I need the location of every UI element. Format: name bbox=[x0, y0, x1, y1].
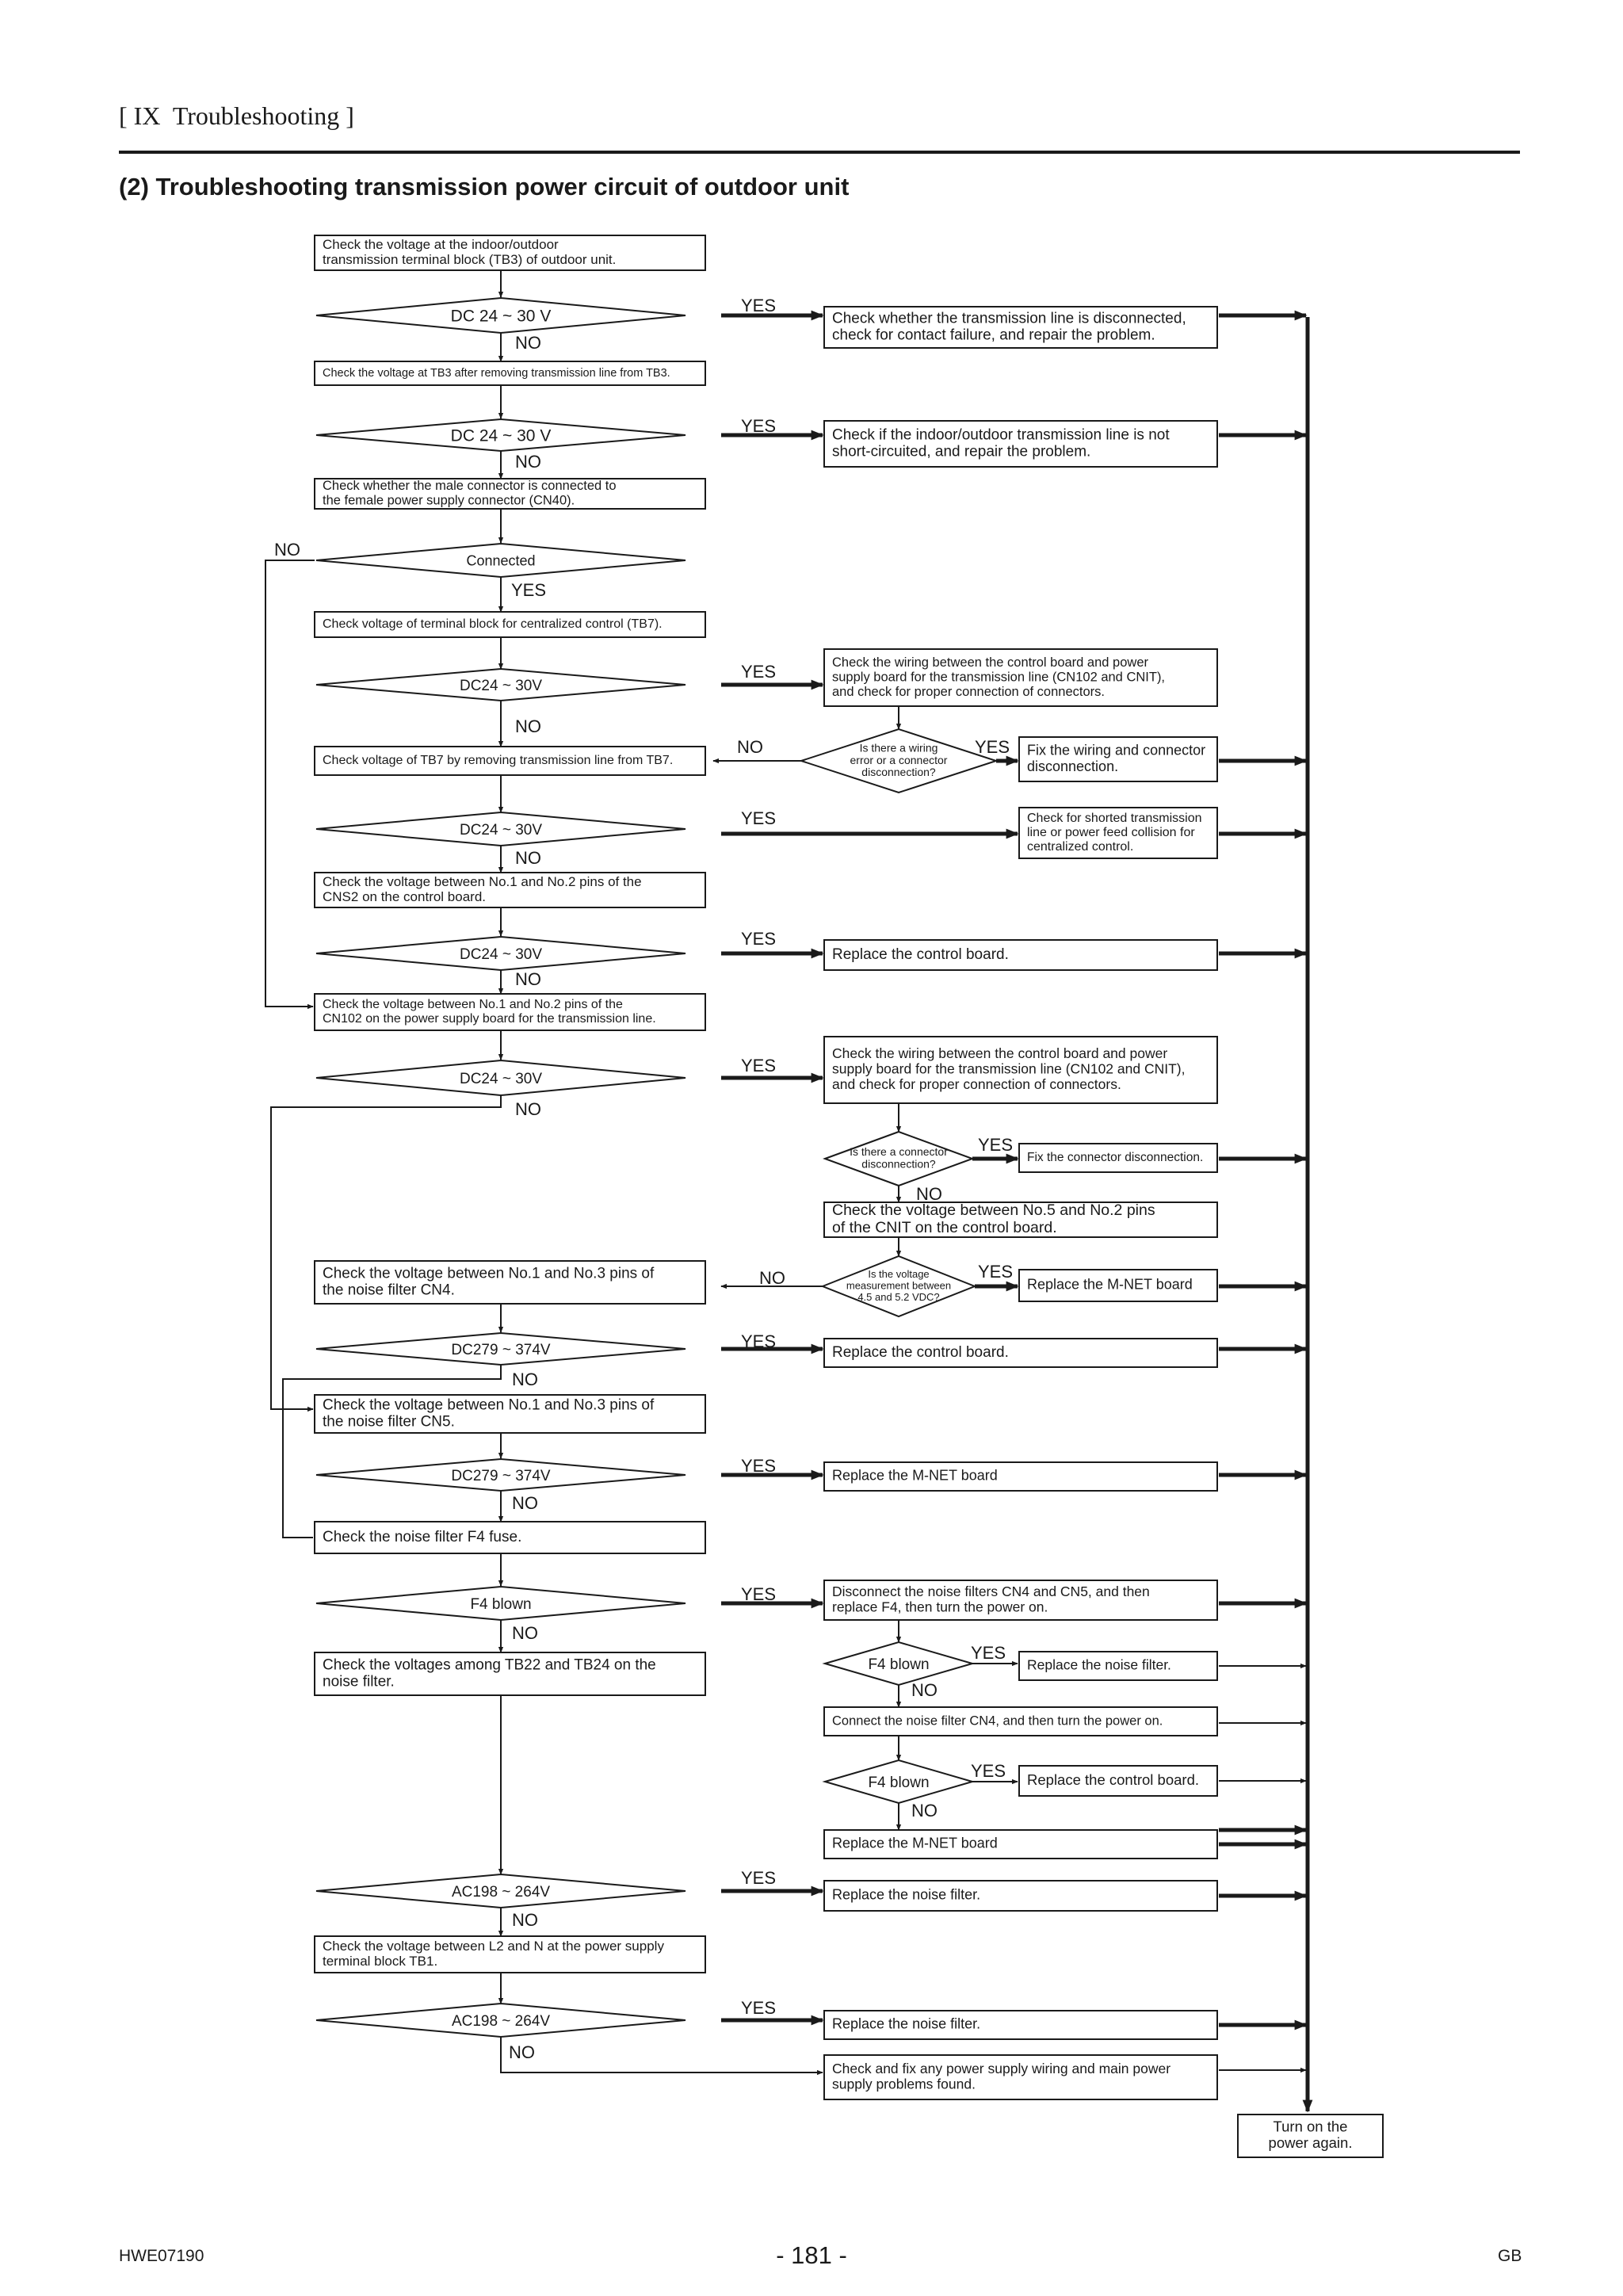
decision-text: DC24 ~ 30V bbox=[459, 677, 543, 694]
box-text: line or power feed collision for bbox=[1027, 826, 1195, 840]
decision-text: DC24 ~ 30V bbox=[459, 946, 543, 963]
decision-text: Is the voltage bbox=[868, 1268, 930, 1281]
doc-code: HWE07190 bbox=[119, 2247, 204, 2265]
section-title: Troubleshooting bbox=[172, 101, 340, 130]
box-text: noise filter. bbox=[323, 1673, 395, 1690]
yes-label: YES bbox=[741, 1998, 777, 2018]
flow-connector bbox=[501, 2037, 823, 2073]
decision-text: AC198 ~ 264V bbox=[451, 1883, 551, 1901]
yes-label: YES bbox=[741, 1456, 777, 1476]
box-text: Replace the noise filter. bbox=[832, 2015, 981, 2032]
box-text: Replace the control board. bbox=[832, 946, 1009, 963]
no-label: NO bbox=[515, 969, 541, 989]
no-label: NO bbox=[512, 1370, 538, 1389]
decision-text: disconnection? bbox=[861, 766, 936, 779]
decision-text: 4.5 and 5.2 VDC? bbox=[857, 1290, 940, 1303]
yes-label: YES bbox=[741, 808, 777, 828]
decision-text: DC279 ~ 374V bbox=[451, 1341, 551, 1358]
decision-text: Is there a connector bbox=[850, 1145, 948, 1159]
decision-text: DC 24 ~ 30 V bbox=[450, 307, 552, 326]
box-text: Check the noise filter F4 fuse. bbox=[323, 1528, 522, 1545]
box-text: Check voltage of terminal block for centralized control (TB7). bbox=[323, 617, 663, 632]
box-text: Check the wiring between the control board and power bbox=[832, 655, 1148, 670]
no-label: NO bbox=[515, 716, 541, 736]
box-text: Replace the M-NET board bbox=[832, 1467, 998, 1484]
box-text: Check the voltage between No.1 and No.2 pins of the bbox=[323, 873, 642, 889]
box-text: Disconnect the noise filters CN4 and CN5, and then bbox=[832, 1583, 1150, 1599]
box-text: supply problems found. bbox=[832, 2076, 976, 2092]
box-text: Replace the M-NET board bbox=[1027, 1276, 1193, 1293]
decision-text: DC24 ~ 30V bbox=[459, 821, 543, 839]
decision-text: measurement between bbox=[846, 1279, 952, 1292]
yes-label: YES bbox=[741, 1584, 777, 1604]
no-label: NO bbox=[515, 333, 541, 353]
yes-label: YES bbox=[741, 929, 777, 949]
box-text: Check if the indoor/outdoor transmission line is not bbox=[832, 426, 1170, 444]
yes-label: YES bbox=[978, 1135, 1014, 1155]
box-text: Check and fix any power supply wiring and main power bbox=[832, 2060, 1171, 2076]
box-text: Check the voltage between No.1 and No.3 pins of bbox=[323, 1396, 655, 1414]
decision-text: F4 blown bbox=[470, 1595, 532, 1613]
box-text: Replace the noise filter. bbox=[832, 1886, 981, 1903]
box-text: the noise filter CN4. bbox=[323, 1282, 455, 1299]
no-label: NO bbox=[515, 848, 541, 868]
box-text: disconnection. bbox=[1027, 758, 1119, 774]
box-text: supply board for the transmission line (CN102 and CNIT), bbox=[832, 670, 1166, 685]
box-text: centralized control. bbox=[1027, 840, 1134, 854]
box-text: transmission terminal block (TB3) of outdoor unit. bbox=[323, 251, 617, 267]
yes-label: YES bbox=[511, 580, 547, 600]
yes-label: YES bbox=[741, 296, 777, 315]
section-roman: IX bbox=[133, 101, 161, 130]
decision-text: DC279 ~ 374V bbox=[451, 1467, 551, 1484]
box-text: Check the voltage at the indoor/outdoor bbox=[323, 236, 559, 252]
box-text: Check whether the transmission line is disconnected, bbox=[832, 310, 1186, 327]
decision-text: AC198 ~ 264V bbox=[451, 2012, 551, 2030]
page-title: (2) Troubleshooting transmission power circuit of outdoor unit bbox=[119, 173, 850, 201]
box-text: Check the voltages among TB22 and TB24 on the bbox=[323, 1656, 656, 1674]
decision-text: error or a connector bbox=[850, 753, 948, 766]
box-text: CNS2 on the control board. bbox=[323, 888, 487, 904]
box-text: of the CNIT on the control board. bbox=[832, 1218, 1057, 1236]
no-label: NO bbox=[515, 1099, 541, 1119]
box-text: Fix the connector disconnection. bbox=[1027, 1151, 1204, 1165]
yes-label: YES bbox=[741, 1056, 777, 1075]
decision-text: Connected bbox=[466, 552, 536, 569]
decision-text: disconnection? bbox=[861, 1157, 936, 1171]
decision-text: DC 24 ~ 30 V bbox=[450, 426, 552, 445]
box-text: CN102 on the power supply board for the transmission line. bbox=[323, 1012, 656, 1026]
region-code: GB bbox=[1498, 2247, 1522, 2265]
box-text: supply board for the transmission line (CN102 and CNIT), bbox=[832, 1060, 1186, 1077]
yes-label: YES bbox=[741, 416, 777, 436]
box-text: Check the voltage between No.5 and No.2 pins bbox=[832, 1201, 1155, 1220]
box-text: Fix the wiring and connector bbox=[1027, 742, 1206, 758]
section-header: [ IX Troubleshooting ] bbox=[119, 101, 354, 130]
box-text: Check the voltage between L2 and N at the power supply bbox=[323, 1938, 664, 1954]
yes-label: YES bbox=[975, 737, 1010, 757]
yes-label: YES bbox=[741, 662, 777, 682]
box-text: Connect the noise filter CN4, and then turn the power on. bbox=[832, 1713, 1163, 1729]
no-label: NO bbox=[759, 1268, 785, 1288]
box-text: Check the voltage between No.1 and No.2 pins of the bbox=[323, 998, 623, 1012]
yes-label: YES bbox=[978, 1262, 1014, 1282]
box-text: Check for shorted transmission bbox=[1027, 812, 1202, 826]
box-text: Check the wiring between the control board and power bbox=[832, 1045, 1168, 1061]
decision-text: F4 blown bbox=[868, 1774, 930, 1791]
box-text: the female power supply connector (CN40). bbox=[323, 493, 575, 508]
no-label: NO bbox=[737, 737, 763, 757]
no-label: NO bbox=[274, 540, 300, 560]
yes-label: YES bbox=[971, 1643, 1006, 1663]
yes-label: YES bbox=[741, 1868, 777, 1888]
flow-connector bbox=[283, 1365, 501, 1538]
box-text: and check for proper connection of connectors. bbox=[832, 1076, 1121, 1093]
box-text: terminal block TB1. bbox=[323, 1953, 438, 1969]
no-label: NO bbox=[911, 1801, 938, 1820]
box-text: Replace the noise filter. bbox=[1027, 1656, 1171, 1673]
no-label: NO bbox=[512, 1910, 538, 1930]
yes-label: YES bbox=[971, 1761, 1006, 1781]
box-text: power again. bbox=[1268, 2134, 1353, 2152]
box-text: short-circuited, and repair the problem. bbox=[832, 443, 1091, 460]
box-text: Replace the M-NET board bbox=[832, 1835, 998, 1851]
box-text: Replace the control board. bbox=[1027, 1771, 1199, 1788]
no-label: NO bbox=[916, 1184, 942, 1204]
box-text: Check the voltage at TB3 after removing transmission line from TB3. bbox=[323, 366, 670, 380]
no-label: NO bbox=[515, 452, 541, 472]
box-text: Check whether the male connector is connected to bbox=[323, 479, 617, 494]
decision-text: Is there a wiring bbox=[859, 741, 938, 755]
box-text: Check the voltage between No.1 and No.3 pins of bbox=[323, 1265, 655, 1282]
no-label: NO bbox=[911, 1680, 938, 1700]
box-text: replace F4, then turn the power on. bbox=[832, 1599, 1048, 1615]
decision-text: DC24 ~ 30V bbox=[459, 1070, 543, 1087]
box-text: Turn on the bbox=[1273, 2118, 1348, 2135]
box-text: check for contact failure, and repair the problem. bbox=[832, 327, 1155, 344]
no-label: NO bbox=[512, 1493, 538, 1513]
yes-label: YES bbox=[741, 1331, 777, 1351]
box-text: Replace the control board. bbox=[832, 1343, 1009, 1361]
flow-connector bbox=[265, 560, 315, 1007]
box-text: the noise filter CN5. bbox=[323, 1413, 455, 1431]
box-text: Check voltage of TB7 by removing transmission line from TB7. bbox=[323, 754, 674, 768]
decision-text: F4 blown bbox=[868, 1656, 930, 1673]
box-text: and check for proper connection of connectors. bbox=[832, 684, 1105, 699]
no-label: NO bbox=[509, 2042, 535, 2062]
no-label: NO bbox=[512, 1623, 538, 1643]
page-number: - 181 - bbox=[776, 2241, 847, 2269]
